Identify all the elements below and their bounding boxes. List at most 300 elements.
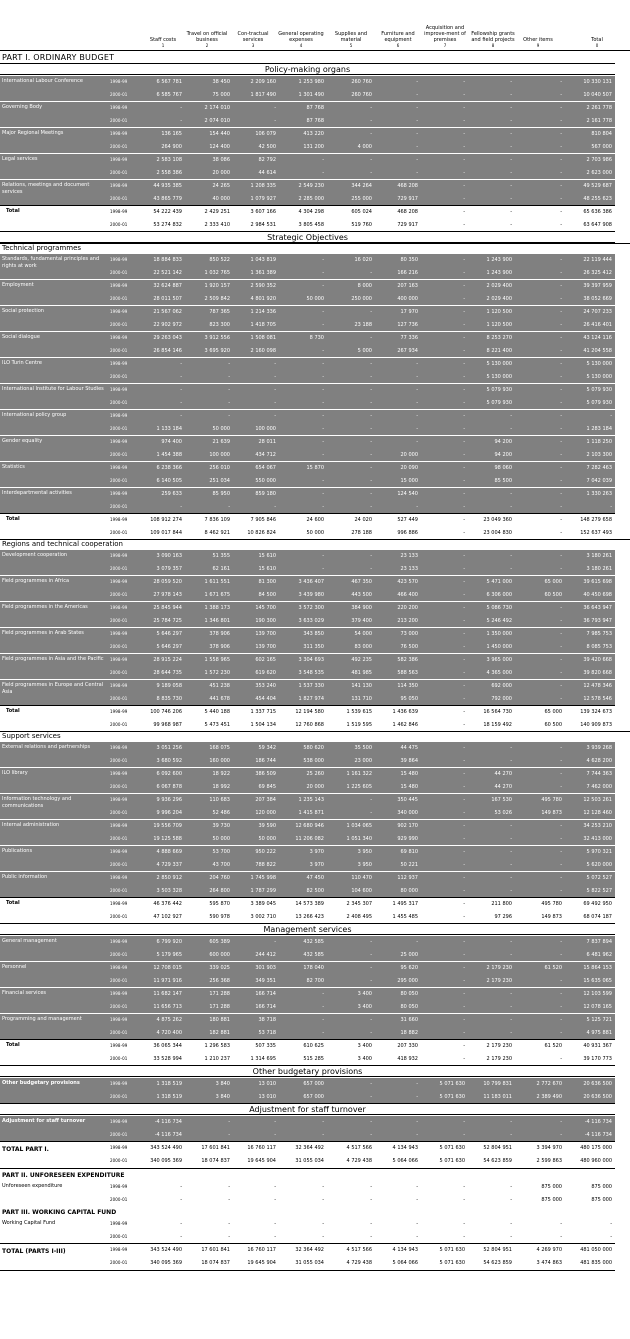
table-cell: -	[416, 1094, 418, 1100]
table-cell: -	[560, 644, 562, 650]
table-cell: 1 611 551	[204, 579, 230, 585]
table-row	[0, 280, 615, 293]
table-cell: -	[560, 452, 562, 458]
table-cell: 1 418 705	[250, 322, 276, 328]
table-cell: 15 480	[400, 771, 418, 777]
period-label: 1998-99	[110, 1043, 128, 1048]
table-cell: -	[510, 144, 512, 150]
table-cell: -	[274, 1221, 276, 1227]
table-cell: 350 445	[397, 797, 418, 803]
table-cell: 6 140 505	[156, 478, 182, 484]
period-label: 1998-99	[110, 901, 128, 906]
table-cell: -	[560, 361, 562, 367]
table-cell: -	[463, 131, 465, 137]
table-cell: 77 336	[400, 335, 418, 341]
line-item-block	[0, 987, 615, 1013]
table-cell: 65 636 386	[583, 209, 612, 215]
table-cell: -	[560, 374, 562, 380]
table-cell: -	[560, 978, 562, 984]
period-label: 2000-01	[110, 618, 128, 623]
table-cell: -	[560, 657, 562, 663]
table-cell: -	[463, 105, 465, 111]
table-cell: 5 125 721	[586, 1017, 612, 1023]
table-cell: 166 714	[255, 991, 276, 997]
part-heading: PART III. WORKING CAPITAL FUND	[2, 1209, 117, 1216]
table-cell: 3 950	[357, 849, 372, 855]
table-cell: 5 130 000	[586, 361, 612, 367]
table-cell: -	[274, 105, 276, 111]
table-cell: 538 000	[303, 758, 324, 764]
table-cell: -	[370, 1197, 372, 1203]
table-cell: -	[510, 745, 512, 751]
table-cell: 51 355	[212, 553, 230, 559]
period-label: 2000-01	[110, 914, 128, 919]
table-cell: -	[510, 491, 512, 497]
table-cell: 39 420 668	[583, 657, 612, 663]
table-cell: 1 671 675	[204, 592, 230, 598]
table-cell: 3 389 045	[250, 901, 276, 907]
table-cell: 43 700	[212, 862, 230, 868]
table-cell: 519 760	[351, 222, 372, 228]
table-cell: 10 826 824	[247, 530, 276, 536]
column-header-label: Travel on official business	[186, 31, 228, 43]
table-cell: 27 978 143	[153, 592, 182, 598]
table-row	[0, 76, 615, 89]
table-cell: -	[560, 618, 562, 624]
table-cell: 1 043 819	[250, 257, 276, 263]
table-cell: -	[510, 157, 512, 163]
table-cell: -	[560, 670, 562, 676]
table-cell: 301 903	[255, 965, 276, 971]
table-cell: 619 620	[255, 670, 276, 676]
table-cell: 1 296 583	[204, 1043, 230, 1049]
line-item-block	[0, 331, 615, 357]
table-row	[0, 180, 615, 193]
table-cell: -	[463, 1132, 465, 1138]
table-cell: 95 620	[400, 965, 418, 971]
table-cell: 384 900	[351, 605, 372, 611]
table-cell: 120 000	[255, 810, 276, 816]
table-cell: -	[560, 144, 562, 150]
line-item-block	[0, 383, 615, 409]
table-cell: 432 585	[303, 939, 324, 945]
row-label: International policy group	[2, 412, 67, 418]
table-cell: 1 558 965	[204, 657, 230, 663]
table-cell: 44 935 385	[153, 183, 182, 189]
table-cell: 18 922	[212, 771, 230, 777]
table-cell: 610 625	[303, 1043, 324, 1049]
table-cell: 136 165	[161, 131, 182, 137]
table-cell: 25 845 944	[153, 605, 182, 611]
table-cell: -	[322, 566, 324, 572]
table-cell: 50 000	[306, 296, 324, 302]
row-label: Field programmes in Europe and Central Asia	[2, 682, 104, 695]
table-cell: 1 495 317	[392, 901, 418, 907]
table-cell: 52 804 951	[483, 1145, 512, 1151]
table-cell: 60 500	[544, 592, 562, 598]
table-cell: -	[228, 1132, 230, 1138]
table-cell: 1 051 340	[346, 836, 372, 842]
table-cell: 2 074 010	[204, 118, 230, 124]
table-cell: 792 000	[491, 696, 512, 702]
table-cell: -	[228, 1184, 230, 1190]
table-cell: 349 351	[255, 978, 276, 984]
table-cell: -	[416, 413, 418, 419]
table-cell: 207 384	[255, 797, 276, 803]
row-label: TOTAL PART I.	[2, 1146, 49, 1153]
table-cell: 602 165	[255, 657, 276, 663]
table-cell: 131 710	[351, 696, 372, 702]
table-cell: 6 092 600	[156, 771, 182, 777]
table-cell: 65 000	[544, 579, 562, 585]
table-cell: -	[228, 387, 230, 393]
table-cell: -	[560, 1234, 562, 1240]
line-item-block	[0, 679, 615, 705]
table-cell: 5 064 066	[392, 1260, 418, 1266]
table-cell: 3 840	[215, 1094, 230, 1100]
line-item-block	[0, 741, 615, 767]
table-cell: 31 055 034	[295, 1158, 324, 1164]
table-cell: 3 503 328	[156, 888, 182, 894]
table-cell: 20 636 500	[583, 1081, 612, 1087]
table-cell: 2 161 778	[586, 118, 612, 124]
table-cell: 295 000	[397, 978, 418, 984]
table-cell: -	[463, 836, 465, 842]
period-label: 2000-01	[110, 118, 128, 123]
table-cell: 1 504 134	[250, 722, 276, 728]
table-cell: -	[463, 1043, 465, 1049]
column-header-1	[143, 0, 183, 50]
table-cell: 5 130 000	[486, 361, 512, 367]
table-cell: -	[370, 335, 372, 341]
table-cell: 480 175 000	[580, 1145, 612, 1151]
table-cell: -	[560, 79, 562, 85]
table-cell: 12 194 580	[295, 709, 324, 715]
table-cell: -	[370, 426, 372, 432]
table-cell: -	[416, 79, 418, 85]
table-cell: 378 906	[209, 631, 230, 637]
table-cell: -	[416, 1081, 418, 1087]
table-cell: -	[560, 270, 562, 276]
table-cell: 443 500	[351, 592, 372, 598]
table-cell: 100 000	[209, 452, 230, 458]
table-cell: -	[370, 1184, 372, 1190]
table-cell: -	[416, 144, 418, 150]
table-cell: -	[274, 1234, 276, 1240]
table-cell: 3 912 556	[204, 335, 230, 341]
table-cell: -	[370, 400, 372, 406]
table-cell: 19 125 588	[153, 836, 182, 842]
table-cell: -	[322, 257, 324, 263]
table-cell: -	[463, 309, 465, 315]
table-cell: -	[463, 335, 465, 341]
table-cell: 6 238 366	[156, 465, 182, 471]
table-cell: -	[463, 1056, 465, 1062]
table-cell: -	[463, 592, 465, 598]
table-row	[0, 154, 615, 167]
table-cell: 110 683	[209, 797, 230, 803]
table-cell: 244 412	[255, 952, 276, 958]
table-cell: 53 274 832	[153, 222, 182, 228]
table-cell: 1 361 389	[250, 270, 276, 276]
table-cell: -	[370, 439, 372, 445]
row-label: Statistics	[2, 464, 25, 470]
table-cell: 875 000	[541, 1197, 562, 1203]
row-label: Field programmes in Asia and the Pacific	[2, 656, 104, 662]
table-cell: 2 179 230	[486, 1056, 512, 1062]
table-row	[0, 102, 615, 115]
table-cell: 344 264	[351, 183, 372, 189]
table-cell: -	[463, 348, 465, 354]
table-cell: 3 439 980	[298, 592, 324, 598]
table-cell: 16 760 117	[247, 1247, 276, 1253]
table-cell: 16 020	[354, 257, 372, 263]
table-cell: -	[560, 465, 562, 471]
table-cell: 139 324 673	[580, 709, 612, 715]
period-label: 1998-99	[110, 939, 128, 944]
table-row	[0, 820, 615, 833]
table-cell: 11 682 147	[153, 991, 182, 997]
table-cell: 18 992	[212, 784, 230, 790]
table-cell: -	[560, 118, 562, 124]
table-cell: 32 364 492	[295, 1247, 324, 1253]
table-cell: 8 835 730	[156, 696, 182, 702]
table-cell: -	[416, 1234, 418, 1240]
table-cell: 25 784 725	[153, 618, 182, 624]
table-cell: 36 065 344	[153, 1043, 182, 1049]
table-cell: -	[322, 309, 324, 315]
table-cell: 36 643 947	[583, 605, 612, 611]
table-cell: 823 300	[209, 322, 230, 328]
line-item-block	[0, 1115, 615, 1141]
table-cell: -	[416, 387, 418, 393]
table-cell: 13 266 423	[295, 914, 324, 920]
table-cell: 28 059 520	[153, 579, 182, 585]
line-item-block	[0, 435, 615, 461]
table-cell: 7 744 363	[586, 771, 612, 777]
table-cell: -	[560, 322, 562, 328]
table-cell: -	[370, 1132, 372, 1138]
table-cell: -	[322, 387, 324, 393]
table-cell: -	[228, 361, 230, 367]
period-label: 1998-99	[110, 745, 128, 750]
table-cell: 343 524 490	[150, 1145, 182, 1151]
table-cell: 220 200	[397, 605, 418, 611]
table-cell: 2 029 400	[486, 283, 512, 289]
table-cell: 5 246 492	[486, 618, 512, 624]
table-cell: -	[510, 758, 512, 764]
table-cell: 481 985	[351, 670, 372, 676]
line-item-block	[0, 101, 615, 127]
table-cell: 340 000	[397, 810, 418, 816]
table-cell: 127 736	[397, 322, 418, 328]
table-cell: -	[560, 1004, 562, 1010]
table-cell: -	[560, 413, 562, 419]
period-label: 2000-01	[110, 670, 128, 675]
table-cell: 1 330 263	[586, 491, 612, 497]
table-cell: -	[416, 131, 418, 137]
table-cell: 4 517 566	[346, 1145, 372, 1151]
table-cell: -	[463, 92, 465, 98]
period-label: 2000-01	[110, 296, 128, 301]
table-cell: 5 620 000	[586, 862, 612, 868]
table-cell: -	[560, 296, 562, 302]
table-cell: 61 520	[544, 965, 562, 971]
table-cell: -	[463, 426, 465, 432]
table-cell: -	[560, 222, 562, 228]
subsection-heading: Technical programmes	[2, 244, 82, 252]
table-cell: 82 700	[306, 978, 324, 984]
period-label: 1998-99	[110, 413, 128, 418]
table-cell: 1 388 173	[204, 605, 230, 611]
period-label: 1998-99	[110, 657, 128, 662]
table-cell: -	[274, 939, 276, 945]
row-label: Standards, fundamental principles and rights at work	[2, 256, 100, 269]
table-cell: 2 984 531	[250, 222, 276, 228]
table-cell: 20 000	[400, 452, 418, 458]
period-label: 1998-99	[110, 79, 128, 84]
table-cell: -	[370, 810, 372, 816]
table-cell: 7 837 894	[586, 939, 612, 945]
table-cell: 160 000	[209, 758, 230, 764]
column-header-number: 4	[299, 43, 303, 48]
table-cell: 108 912 274	[150, 517, 182, 523]
table-cell: 73 000	[400, 631, 418, 637]
table-cell: -	[180, 105, 182, 111]
table-cell: 54 623 859	[483, 1158, 512, 1164]
table-cell: -	[370, 1221, 372, 1227]
table-cell: 974 400	[161, 439, 182, 445]
period-label: 1998-99	[110, 257, 128, 262]
table-cell: -	[560, 439, 562, 445]
table-cell: -	[560, 1056, 562, 1062]
table-cell: 28 011 507	[153, 296, 182, 302]
table-cell: 2 160 098	[250, 348, 276, 354]
line-item-block	[0, 1180, 615, 1206]
table-cell: 432 585	[303, 952, 324, 958]
table-cell: -	[463, 1017, 465, 1023]
row-label: Internal administration	[2, 822, 60, 828]
table-cell: 468 208	[397, 209, 418, 215]
table-cell: -	[180, 1184, 182, 1190]
table-cell: -	[370, 939, 372, 945]
table-cell: 3 394 970	[536, 1145, 562, 1151]
table-cell: -	[560, 758, 562, 764]
table-cell: -	[322, 452, 324, 458]
row-label: Field programmes in Arab States	[2, 630, 84, 636]
table-cell: -	[180, 1234, 182, 1240]
table-cell: 21 567 062	[153, 309, 182, 315]
table-cell: 1 243 900	[486, 257, 512, 263]
line-item-block	[0, 179, 615, 205]
table-cell: -	[463, 1030, 465, 1036]
table-cell: -	[463, 618, 465, 624]
table-cell: 149 873	[541, 914, 562, 920]
table-cell: 39 615 698	[583, 579, 612, 585]
table-cell: -	[322, 157, 324, 163]
line-item-block	[0, 75, 615, 101]
table-cell: -	[180, 504, 182, 510]
table-cell: 5 473 451	[204, 722, 230, 728]
table-row	[0, 332, 615, 345]
period-label: 2000-01	[110, 322, 128, 327]
table-cell: -	[560, 1132, 562, 1138]
row-label: Unforeseen expenditure	[2, 1183, 63, 1189]
table-cell: 5 064 066	[392, 1158, 418, 1164]
table-row	[0, 410, 615, 423]
table-cell: -	[510, 849, 512, 855]
table-cell: 168 075	[209, 745, 230, 751]
period-label: 2000-01	[110, 722, 128, 727]
table-cell: 582 386	[397, 657, 418, 663]
table-cell: 23 004 830	[483, 530, 512, 536]
table-cell: -	[180, 400, 182, 406]
table-cell: -	[463, 413, 465, 419]
period-label: 2000-01	[110, 530, 128, 535]
table-cell: 3 474 863	[536, 1260, 562, 1266]
table-cell: -	[560, 426, 562, 432]
table-cell: -	[180, 118, 182, 124]
period-label: 1998-99	[110, 209, 128, 214]
table-cell: 3 805 458	[298, 222, 324, 228]
row-label: International Institute for Labour Studies	[2, 386, 104, 392]
table-cell: 1 745 998	[250, 875, 276, 881]
table-cell: 87 768	[306, 105, 324, 111]
table-cell: 85 500	[494, 478, 512, 484]
table-cell: 2 285 000	[298, 196, 324, 202]
period-label: 1998-99	[110, 517, 128, 522]
table-cell: 1 318 519	[156, 1081, 182, 1087]
table-cell: 17 601 841	[201, 1247, 230, 1253]
line-item-block	[0, 819, 615, 845]
table-cell: 787 365	[209, 309, 230, 315]
table-cell: -	[180, 1197, 182, 1203]
period-label: 2000-01	[110, 836, 128, 841]
table-cell: 5 179 965	[156, 952, 182, 958]
table-row	[0, 462, 615, 475]
table-cell: 13 010	[258, 1081, 276, 1087]
table-cell: 654 067	[255, 465, 276, 471]
table-cell: 98 060	[494, 465, 512, 471]
total-block	[0, 897, 615, 923]
table-cell: -	[370, 131, 372, 137]
table-cell: 3 436 407	[298, 579, 324, 585]
table-cell: -	[510, 79, 512, 85]
row-label: External relations and partnerships	[2, 744, 91, 750]
table-cell: 1 301 490	[298, 92, 324, 98]
table-cell: 1 827 974	[298, 696, 324, 702]
table-cell: 41 204 558	[583, 348, 612, 354]
table-row	[0, 550, 615, 563]
table-cell: 26 854 146	[153, 348, 182, 354]
table-cell: -	[610, 1221, 612, 1227]
table-cell: -	[180, 1221, 182, 1227]
table-cell: 3 680 592	[156, 758, 182, 764]
table-cell: -	[463, 810, 465, 816]
table-cell: 5 079 930	[586, 387, 612, 393]
table-row	[0, 1257, 615, 1270]
table-cell: 24 020	[354, 517, 372, 523]
table-cell: -	[560, 309, 562, 315]
table-cell: -	[463, 823, 465, 829]
table-cell: -	[274, 361, 276, 367]
line-item-block	[0, 409, 615, 435]
table-cell: 19 556 709	[153, 823, 182, 829]
period-label: 1998-99	[110, 335, 128, 340]
table-row	[0, 384, 615, 397]
table-cell: 59 342	[258, 745, 276, 751]
table-cell: -	[370, 478, 372, 484]
